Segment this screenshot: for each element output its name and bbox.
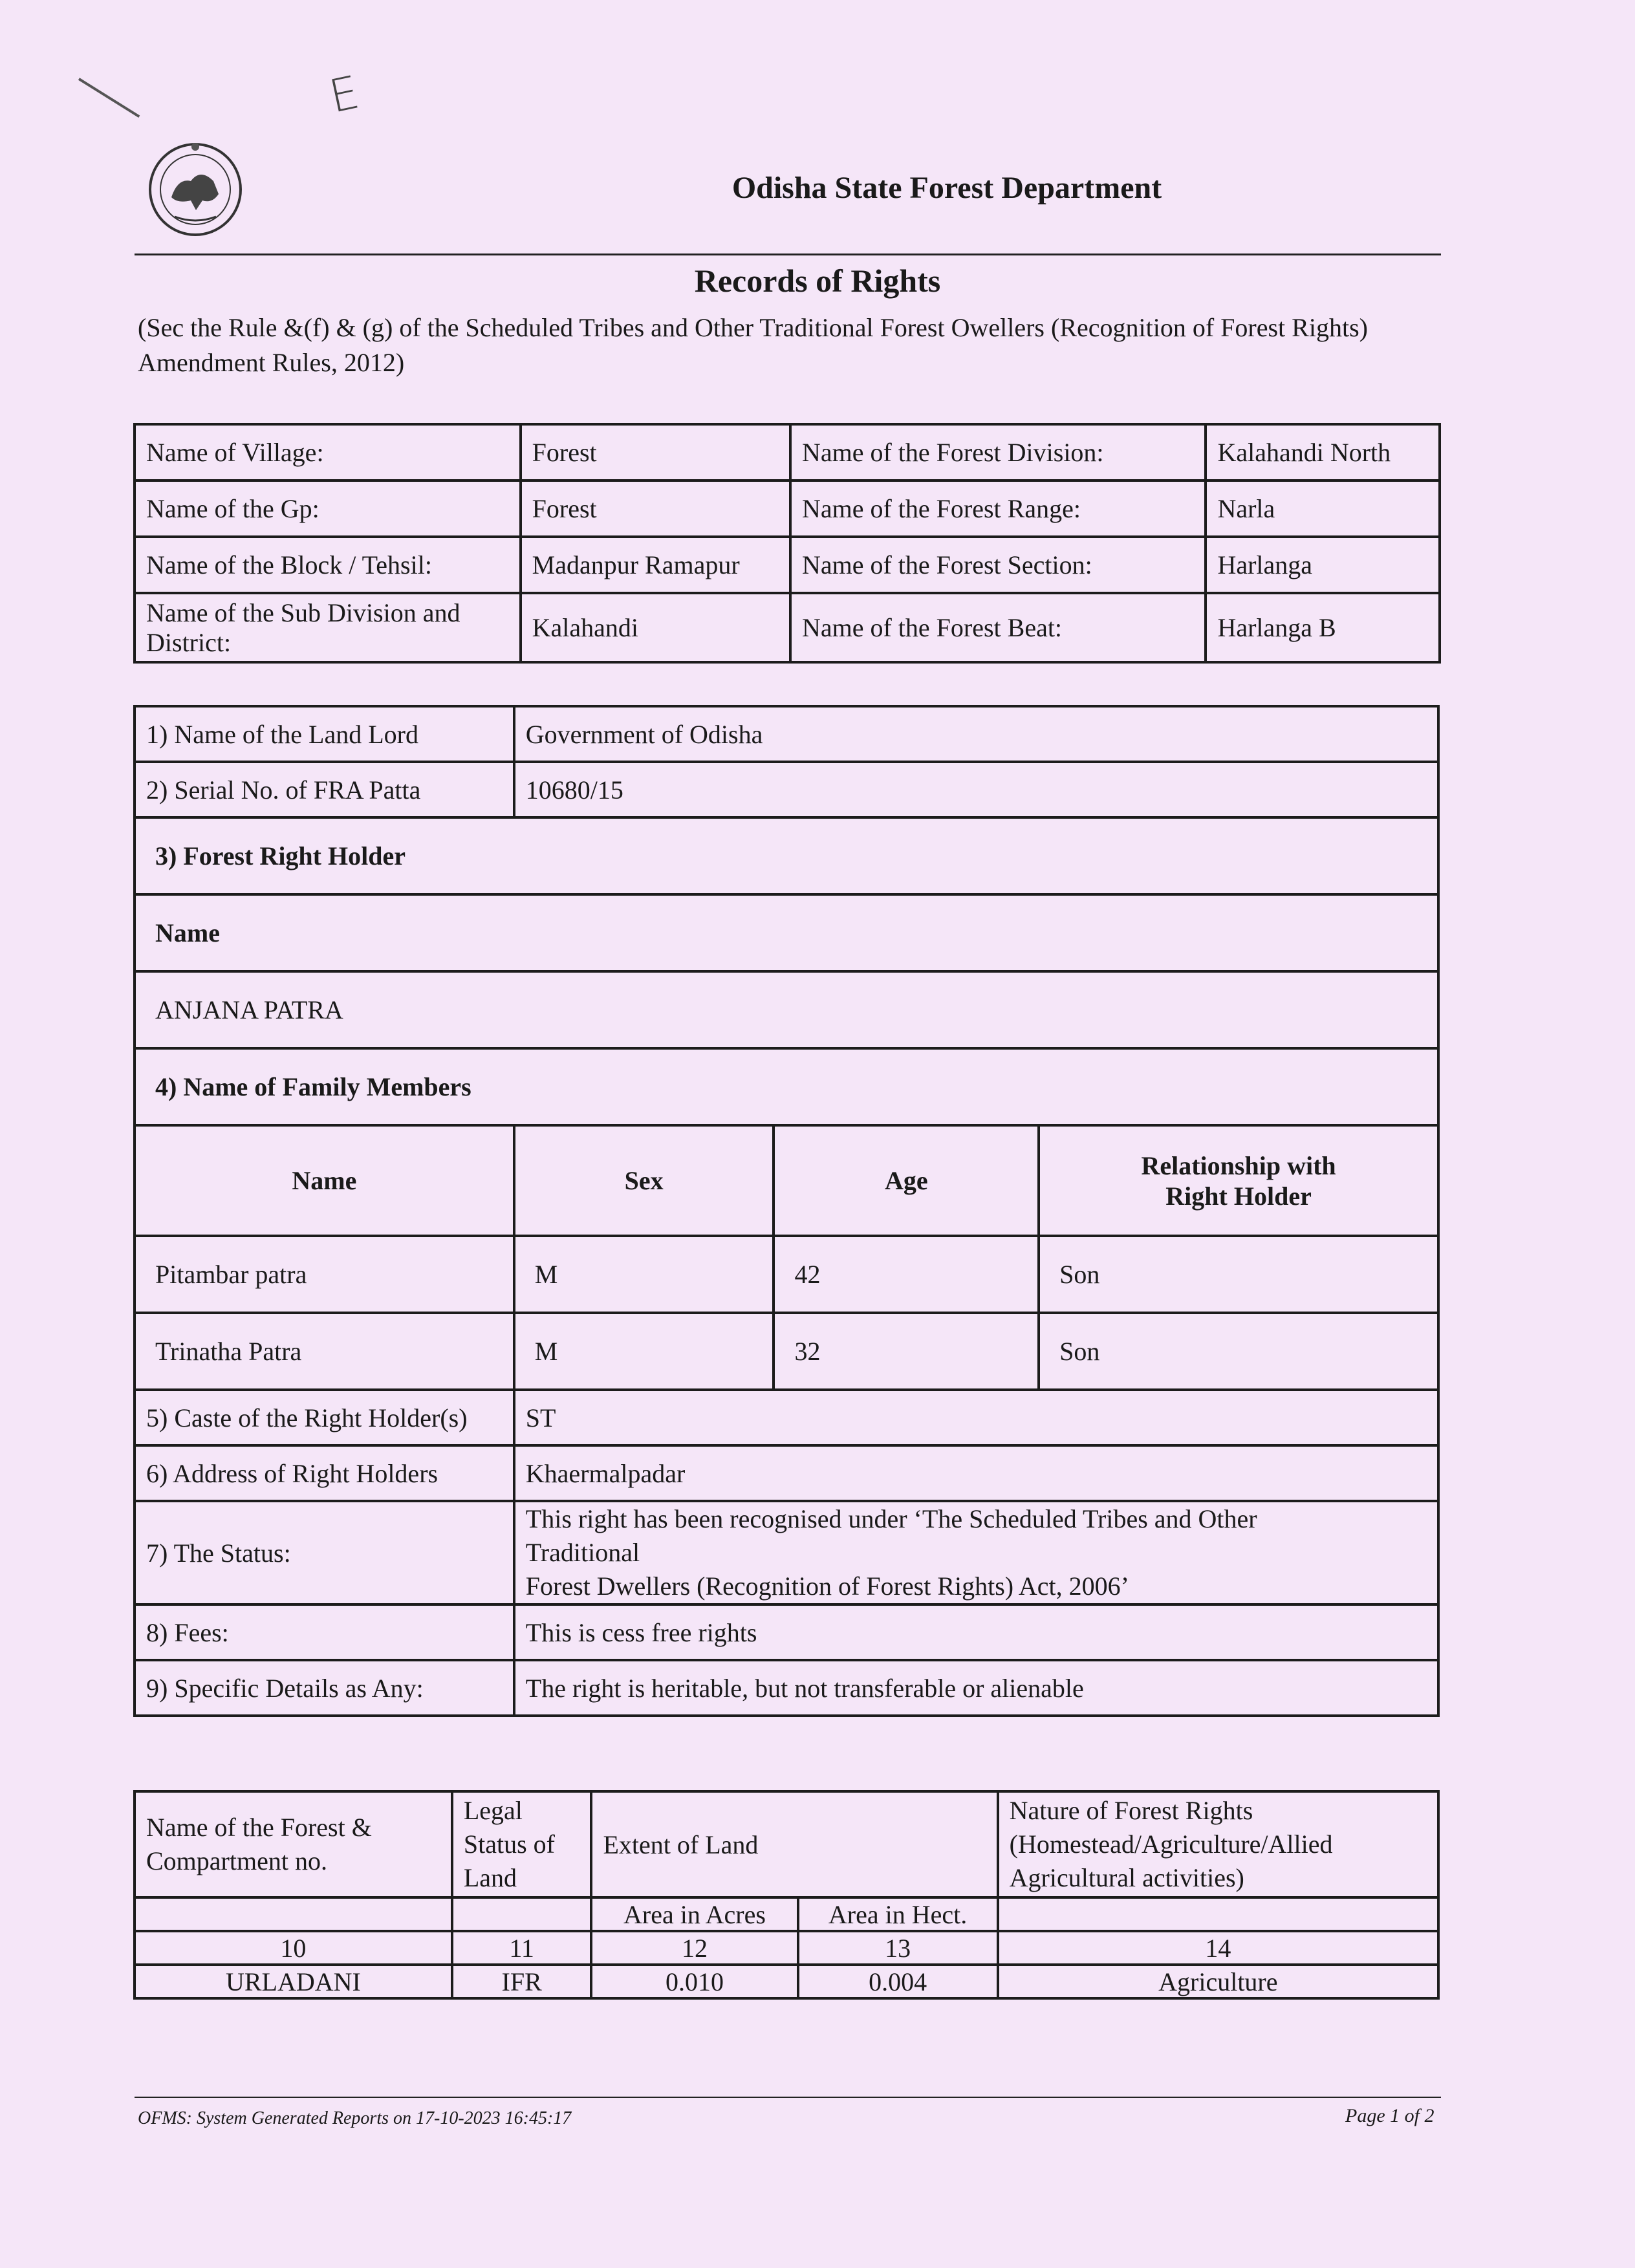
empty-cell bbox=[998, 1897, 1438, 1931]
land-hect: 0.004 bbox=[798, 1965, 998, 1998]
land-details-table bbox=[133, 1790, 1440, 2000]
header-divider bbox=[135, 254, 1441, 255]
division-label: Name of the Forest Division: bbox=[790, 424, 1206, 481]
village-value: Forest bbox=[521, 424, 790, 481]
details-value: The right is heritable, but not transferable or alienable bbox=[514, 1660, 1438, 1716]
col-num-12: 12 bbox=[591, 1931, 797, 1965]
status-line-1: This right has been recognised under ‘The Scheduled Tribes and Other Traditional bbox=[525, 1504, 1257, 1567]
gp-label: Name of the Gp: bbox=[135, 481, 521, 537]
document-subtitle: (Sec the Rule &(f) & (g) of the Scheduled Tribes and Other Traditional Forest Owellers (Recognition of Forest Rights) Amendment Rules, 2012) bbox=[138, 313, 1368, 377]
family-member-name: Pitambar patra bbox=[135, 1236, 514, 1313]
address-label: 6) Address of Right Holders bbox=[135, 1445, 514, 1501]
family-heading: 4) Name of Family Members bbox=[135, 1048, 1438, 1125]
footer-generated: OFMS: System Generated Reports on 17-10-2023 16:45:17 bbox=[138, 2108, 572, 2128]
serial-label: 2) Serial No. of FRA Patta bbox=[135, 762, 514, 817]
section-value: Harlanga bbox=[1206, 537, 1440, 593]
beat-label: Name of the Forest Beat: bbox=[790, 593, 1206, 662]
details-label: 9) Specific Details as Any: bbox=[135, 1660, 514, 1716]
fees-value: This is cess free rights bbox=[514, 1604, 1438, 1660]
village-label: Name of Village: bbox=[135, 424, 521, 481]
family-member-age: 32 bbox=[774, 1313, 1039, 1390]
family-member-sex: M bbox=[514, 1313, 774, 1390]
department-title: Odisha State Forest Department bbox=[731, 171, 1162, 205]
col-forest-name: Name of the Forest & Compartment no. bbox=[135, 1791, 452, 1897]
name-heading: Name bbox=[135, 894, 1438, 971]
footer-divider bbox=[135, 2097, 1441, 2098]
block-label: Name of the Block / Tehsil: bbox=[135, 537, 521, 593]
empty-cell bbox=[452, 1897, 592, 1931]
empty-cell bbox=[135, 1897, 452, 1931]
col-num-11: 11 bbox=[452, 1931, 592, 1965]
col-area-acres: Area in Acres bbox=[591, 1897, 797, 1931]
col-num-14: 14 bbox=[998, 1931, 1438, 1965]
land-forest: URLADANI bbox=[135, 1965, 452, 1998]
section-label: Name of the Forest Section: bbox=[790, 537, 1206, 593]
address-value: Khaermalpadar bbox=[514, 1445, 1438, 1501]
col-extent: Extent of Land bbox=[591, 1791, 997, 1897]
document-title: Records of Rights bbox=[694, 263, 941, 299]
table-row bbox=[135, 1313, 1438, 1390]
pen-stroke bbox=[78, 78, 140, 118]
fees-label: 8) Fees: bbox=[135, 1604, 514, 1660]
holder-heading: 3) Forest Right Holder bbox=[135, 817, 1438, 894]
col-nature-rights: Nature of Forest Rights (Homestead/Agriculture/Allied Agricultural activities) bbox=[998, 1791, 1438, 1897]
range-value: Narla bbox=[1206, 481, 1440, 537]
caste-value: ST bbox=[514, 1390, 1438, 1445]
col-area-hect: Area in Hect. bbox=[798, 1897, 998, 1931]
status-line-2: Forest Dwellers (Recognition of Forest Rights) Act, 2006’ bbox=[525, 1571, 1129, 1601]
landlord-value: Government of Odisha bbox=[514, 706, 1438, 762]
col-num-13: 13 bbox=[798, 1931, 998, 1965]
holder-name: ANJANA PATRA bbox=[135, 971, 1438, 1048]
beat-value: Harlanga B bbox=[1206, 593, 1440, 662]
handwritten-mark: E bbox=[324, 65, 364, 124]
landlord-label: 1) Name of the Land Lord bbox=[135, 706, 514, 762]
footer-page-number: Page 1 of 2 bbox=[1345, 2105, 1435, 2126]
family-col-sex: Sex bbox=[514, 1125, 774, 1236]
family-member-relation: Son bbox=[1039, 1313, 1438, 1390]
family-member-name: Trinatha Patra bbox=[135, 1313, 514, 1390]
subdivision-label: Name of the Sub Division and District: bbox=[135, 593, 521, 662]
division-value: Kalahandi North bbox=[1206, 424, 1440, 481]
family-col-name: Name bbox=[135, 1125, 514, 1236]
table-row bbox=[135, 1965, 1438, 1998]
location-table bbox=[133, 423, 1441, 664]
family-col-relationship: Relationship with Right Holder bbox=[1039, 1125, 1438, 1236]
caste-label: 5) Caste of the Right Holder(s) bbox=[135, 1390, 514, 1445]
col-legal-status: Legal Status of Land bbox=[452, 1791, 592, 1897]
family-col-age: Age bbox=[774, 1125, 1039, 1236]
table-row bbox=[135, 1236, 1438, 1313]
status-value bbox=[514, 1501, 1438, 1604]
land-legal: IFR bbox=[452, 1965, 592, 1998]
status-label: 7) The Status: bbox=[135, 1501, 514, 1604]
gp-value: Forest bbox=[521, 481, 790, 537]
subdivision-value: Kalahandi bbox=[521, 593, 790, 662]
land-nature: Agriculture bbox=[998, 1965, 1438, 1998]
rights-record-table bbox=[133, 705, 1440, 1717]
block-value: Madanpur Ramapur bbox=[521, 537, 790, 593]
serial-value: 10680/15 bbox=[514, 762, 1438, 817]
family-member-sex: M bbox=[514, 1236, 774, 1313]
col-num-10: 10 bbox=[135, 1931, 452, 1965]
land-acres: 0.010 bbox=[591, 1965, 797, 1998]
range-label: Name of the Forest Range: bbox=[790, 481, 1206, 537]
family-member-age: 42 bbox=[774, 1236, 1039, 1313]
family-member-relation: Son bbox=[1039, 1236, 1438, 1313]
